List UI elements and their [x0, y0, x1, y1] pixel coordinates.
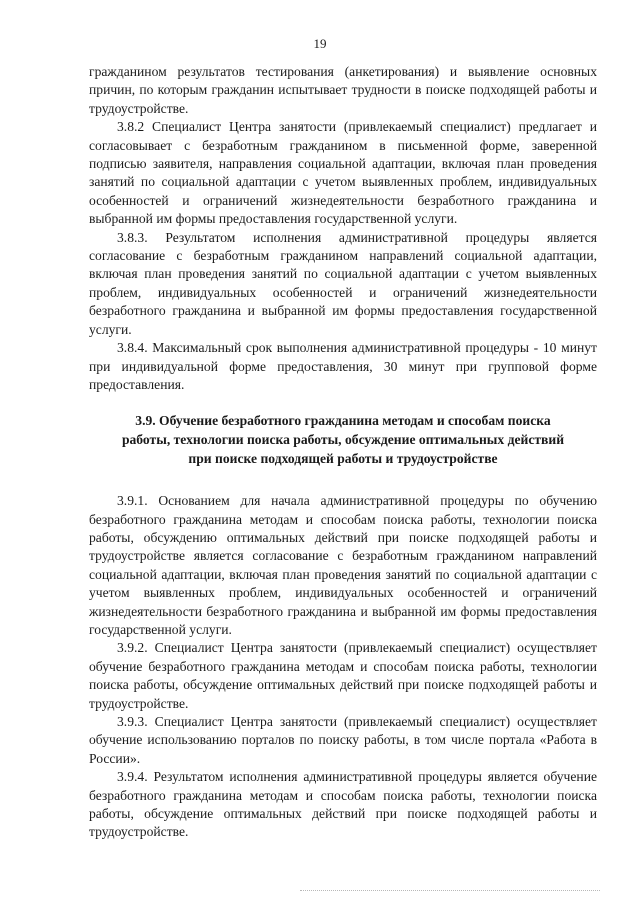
section-heading-line: 3.9. Обучение безработного гражданина методам и способам поиска	[135, 413, 551, 429]
section-heading-line: при поиске подходящей работы и трудоустройстве	[188, 450, 498, 466]
paragraph-3-8-4: 3.8.4. Максимальный срок выполнения административной процедуры - 10 минут при индивидуальной форме предоставления, 30 минут при групповой форме предоставления.	[89, 340, 597, 392]
paragraph-3-9-3: 3.9.3. Специалист Центра занятости (привлекаемый специалист) осуществляет обучение использованию порталов по поиску работы, в том числе портала «Работа в России».	[89, 713, 597, 766]
page-number: 19	[313, 36, 327, 51]
paragraph-3-8-3: 3.8.3. Результатом исполнения административной процедуры является согласование с безработным гражданином направлений социальной адаптации, включая план проведения занятий по социальной адаптации с учетом выявленных проблем, индивидуальных особенностей и ограничений жизнедеятельности безработного гражданина и выбранной им формы предоставления государственной услуги.	[89, 229, 597, 337]
section-heading-3-9	[89, 412, 597, 468]
scan-edge-line	[300, 890, 600, 891]
section-heading-line: работы, технологии поиска работы, обсуждение оптимальных действий	[121, 431, 565, 447]
paragraph-3-8-2: 3.8.2 Специалист Центра занятости (привлекаемый специалист) предлагает и согласовывает с безработным гражданином в письменной форме, заверенной подписью заявителя, направления социальной адаптации, включая план проведения занятий по социальной адаптации с учетом выявленных проблем, индивидуальных особенностей и ограничений жизнедеятельности безработного гражданина и выбранной им формы предоставления государственной услуги.	[89, 119, 597, 227]
continuation-paragraph: гражданином результатов тестирования (анкетирования) и выявление основных причин, по которым гражданин испытывает трудности в поиске подходящей работы и трудоустройстве.	[89, 64, 597, 116]
paragraph-3-9-1: 3.9.1. Основанием для начала административной процедуры по обучению безработного гражданина методам и способам поиска работы, технологии поиска работы, обсуждению оптимальных действий при поиске подходящей работы и трудоустройстве является согласование с безработным гражданином направлений социальной адаптации, включая план проведения занятий по социальной адаптации с учетом выявленных проблем, индивидуальных особенностей и ограничений жизнедеятельности безработного гражданина и выбранной им формы предоставления государственной услуги.	[89, 493, 597, 637]
paragraph-3-9-4: 3.9.4. Результатом исполнения административной процедуры является обучение безработного гражданина методам и способам поиска работы, технологии поиска работы, обсуждение оптимальных действий при поиске подходящей работы и трудоустройстве.	[89, 769, 597, 840]
paragraph-3-9-2: 3.9.2. Специалист Центра занятости (привлекаемый специалист) осуществляет обучение безработного гражданина методам и способам поиска работы, технологии поиска работы, обсуждение оптимальных действий при поиске подходящей работы и трудоустройстве.	[89, 640, 597, 711]
document-body	[89, 63, 597, 842]
